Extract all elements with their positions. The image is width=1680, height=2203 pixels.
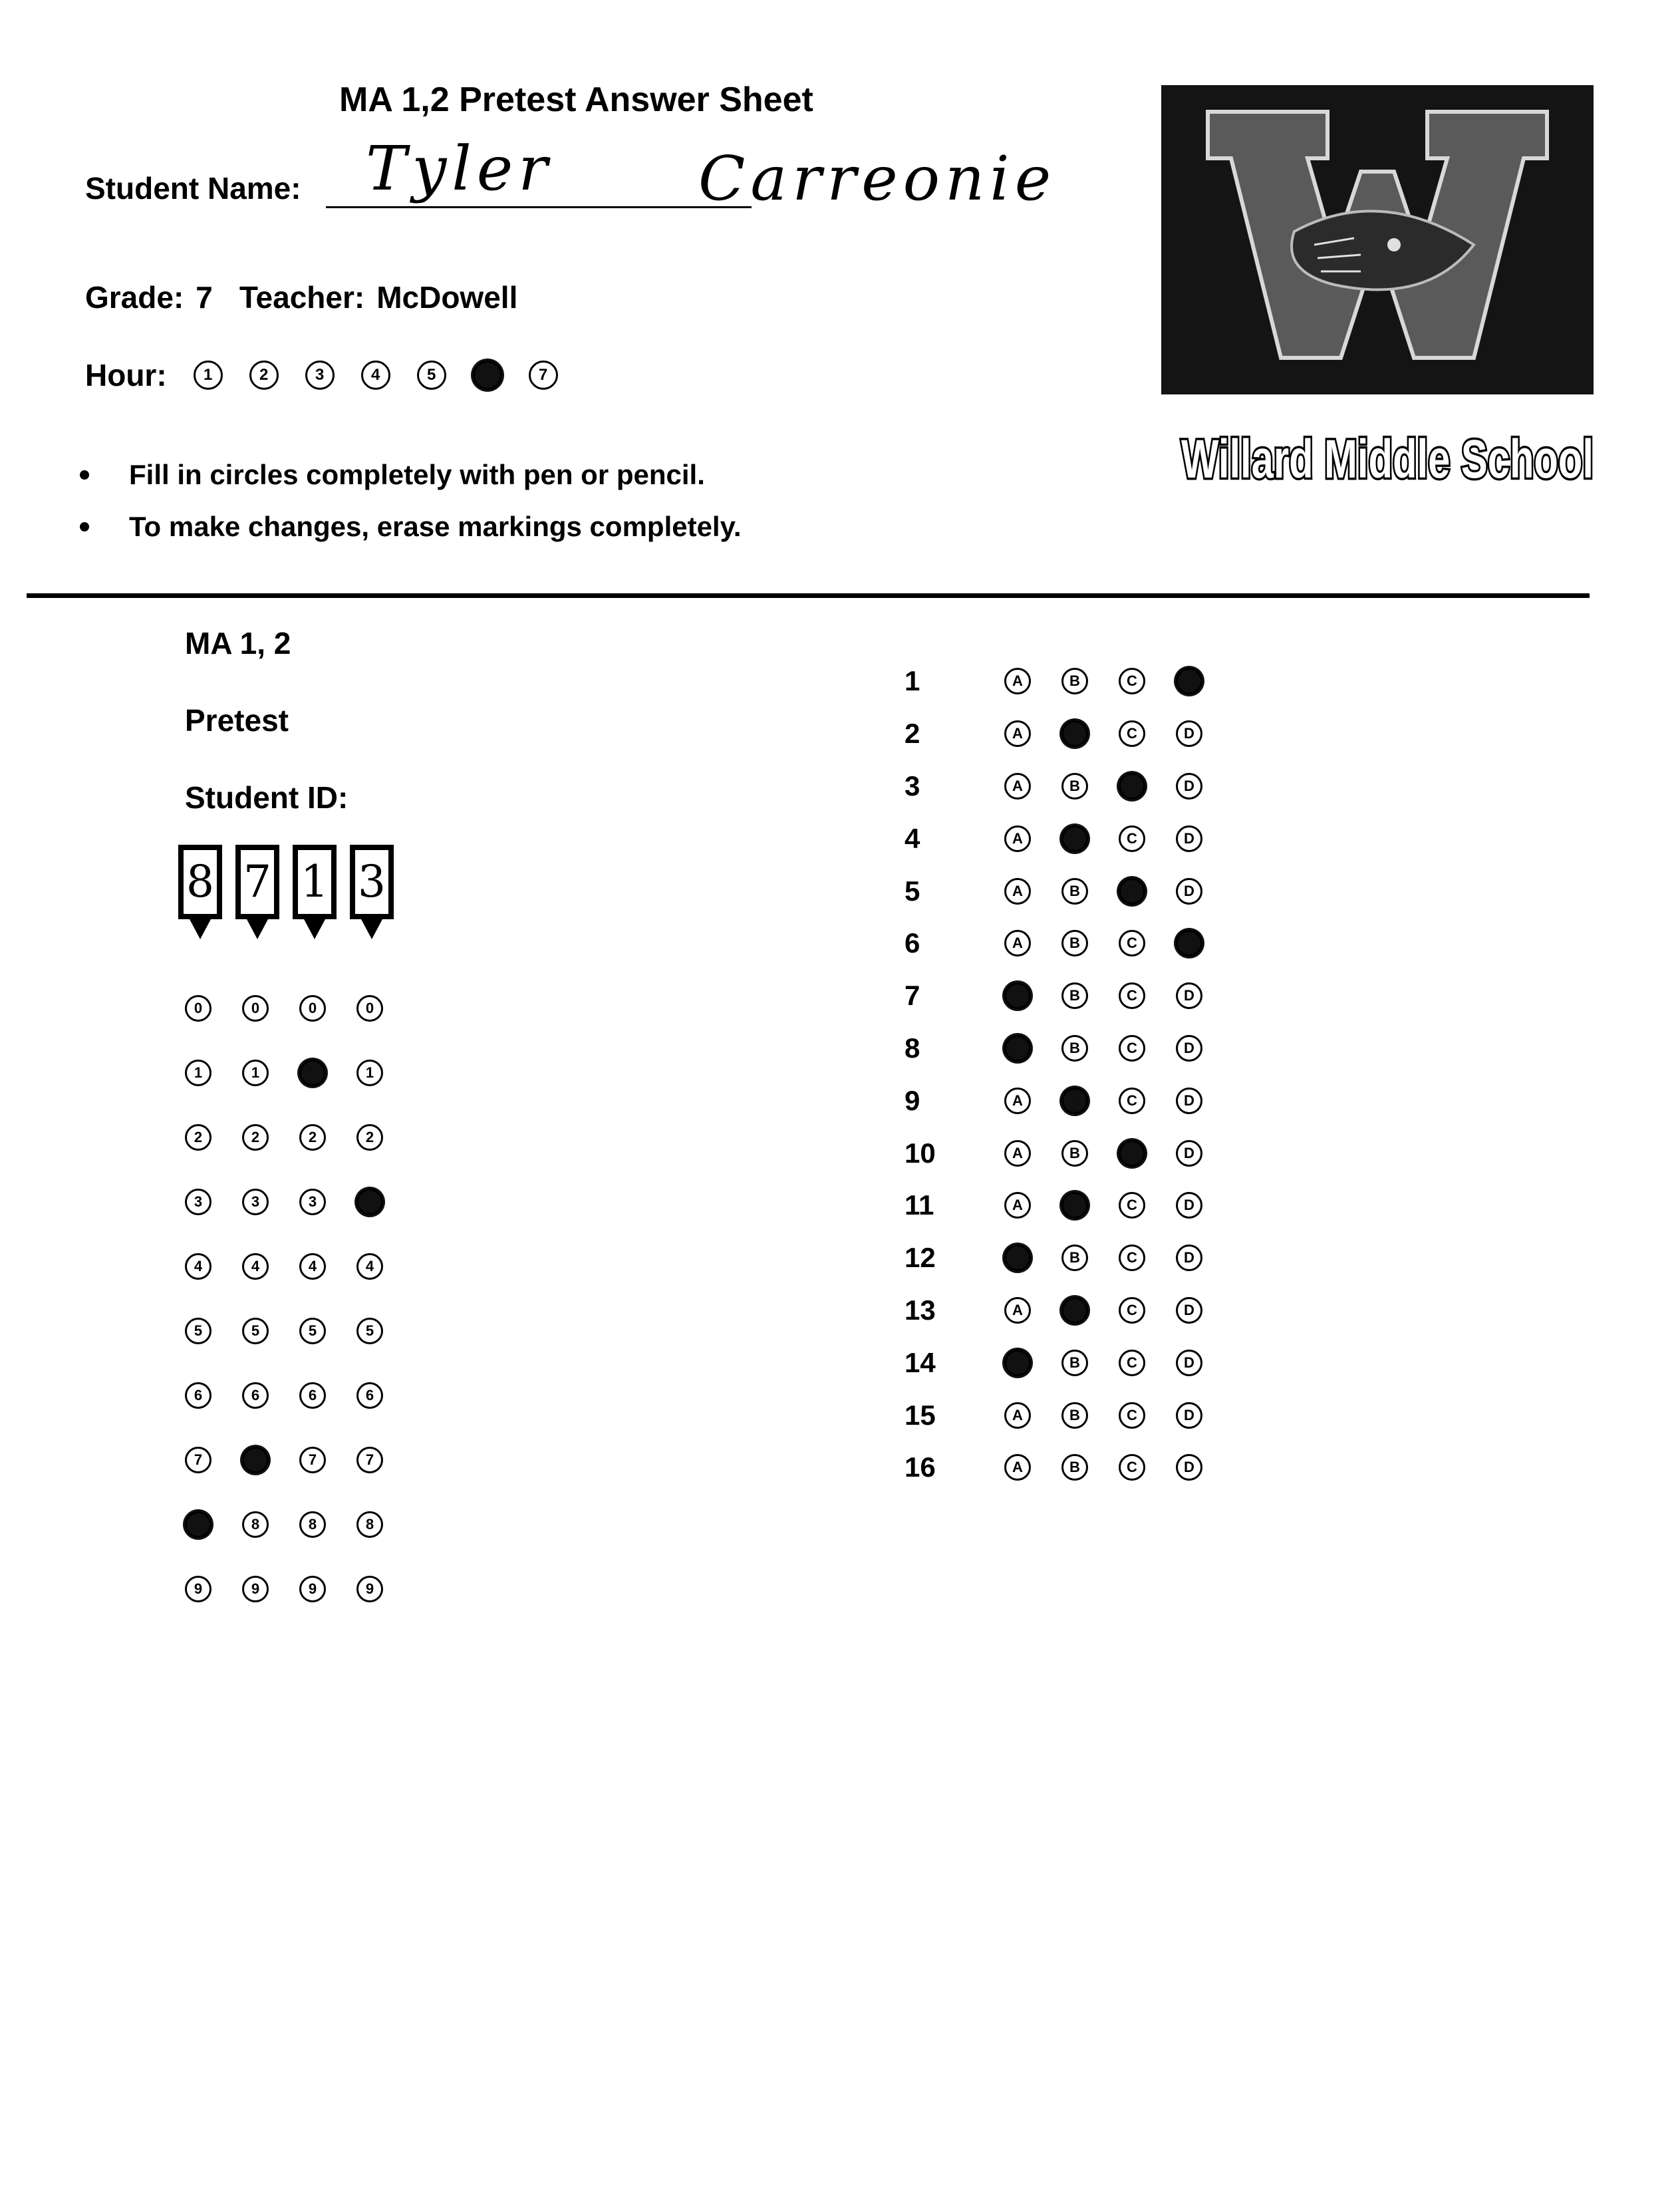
student-id-bubble[interactable]: 5 xyxy=(185,1318,211,1344)
student-id-bubble[interactable]: 8 xyxy=(185,1511,211,1538)
answer-bubble[interactable]: D xyxy=(1176,773,1202,800)
answer-bubble[interactable]: D xyxy=(1176,825,1202,852)
hour-row xyxy=(85,357,585,393)
student-id-bubble-row xyxy=(185,995,414,1060)
answer-grid xyxy=(905,655,1233,1494)
student-id-bubble[interactable]: 0 xyxy=(299,995,326,1022)
student-id-digit: 3 xyxy=(350,845,394,919)
answer-row xyxy=(905,1179,1233,1232)
question-number: 2 xyxy=(905,718,920,750)
student-id-bubble[interactable]: 3 xyxy=(299,1189,326,1215)
answer-bubble[interactable]: A xyxy=(1004,720,1031,747)
answer-bubble[interactable]: C xyxy=(1119,1035,1145,1062)
student-id-bubble[interactable]: 2 xyxy=(299,1124,326,1151)
logo-emblem-letter: W xyxy=(1168,85,1169,86)
answer-row xyxy=(905,970,1233,1022)
down-arrow-icon xyxy=(361,919,382,939)
question-number: 10 xyxy=(905,1137,936,1169)
answer-row xyxy=(905,1389,1233,1441)
hour-bubble[interactable]: 6 xyxy=(473,361,502,390)
student-id-bubble-row xyxy=(185,1318,414,1382)
answer-bubble[interactable]: B xyxy=(1061,825,1088,852)
grade-value: 7 xyxy=(196,280,213,315)
student-id-bubble[interactable]: 7 xyxy=(242,1447,269,1473)
student-id-bubble[interactable]: 5 xyxy=(242,1318,269,1344)
answer-row xyxy=(905,1232,1233,1284)
header-divider xyxy=(27,593,1590,598)
answer-bubble[interactable]: D xyxy=(1176,982,1202,1009)
answer-row xyxy=(905,1441,1233,1494)
student-id-bubble[interactable]: 7 xyxy=(185,1447,211,1473)
answer-bubble[interactable]: B xyxy=(1061,1402,1088,1429)
answer-row xyxy=(905,1127,1233,1179)
answer-bubble[interactable]: B xyxy=(1061,1245,1088,1271)
school-name-logo xyxy=(1175,412,1600,499)
answer-bubble[interactable]: D xyxy=(1176,878,1202,905)
instruction-item xyxy=(80,511,742,543)
answer-bubble[interactable]: C xyxy=(1119,1297,1145,1324)
answer-bubble[interactable]: C xyxy=(1119,825,1145,852)
answer-bubble[interactable]: B xyxy=(1061,1350,1088,1376)
question-number: 4 xyxy=(905,822,920,854)
answer-bubble[interactable]: C xyxy=(1119,1350,1145,1376)
answer-row xyxy=(905,1022,1233,1075)
answer-bubble[interactable]: B xyxy=(1061,1454,1088,1481)
question-number: 8 xyxy=(905,1032,920,1064)
school-logo xyxy=(1161,85,1594,394)
student-id-bubble[interactable]: 1 xyxy=(185,1060,211,1086)
bullet-icon xyxy=(80,522,89,531)
question-number: 14 xyxy=(905,1346,936,1378)
answer-bubble[interactable]: A xyxy=(1004,982,1031,1009)
student-id-bubble-row xyxy=(185,1189,414,1253)
student-id-bubble[interactable]: 6 xyxy=(242,1382,269,1409)
student-name-line xyxy=(326,206,752,208)
answer-bubble[interactable]: D xyxy=(1176,1454,1202,1481)
student-id-bubble-row xyxy=(185,1124,414,1189)
answer-bubble[interactable]: B xyxy=(1061,1192,1088,1219)
student-id-bubble[interactable]: 1 xyxy=(299,1060,326,1086)
w-emblem-icon xyxy=(1161,85,1594,394)
student-id-bubble[interactable]: 4 xyxy=(185,1253,211,1280)
student-id-bubble[interactable]: 6 xyxy=(299,1382,326,1409)
student-id-digit-box[interactable] xyxy=(178,845,222,925)
teacher-label: Teacher: xyxy=(239,280,365,315)
teacher-value: McDowell xyxy=(376,280,518,315)
student-id-bubble[interactable]: 0 xyxy=(356,995,383,1022)
question-number: 7 xyxy=(905,980,920,1012)
answer-bubble[interactable]: A xyxy=(1004,878,1031,905)
answer-bubble[interactable]: A xyxy=(1004,773,1031,800)
answer-bubble[interactable]: A xyxy=(1004,1454,1031,1481)
student-id-bubble[interactable]: 9 xyxy=(242,1576,269,1602)
answer-bubble[interactable]: C xyxy=(1119,982,1145,1009)
student-id-bubble[interactable]: 3 xyxy=(356,1189,383,1215)
student-id-label: Student ID: xyxy=(185,780,349,815)
answer-bubble[interactable]: D xyxy=(1176,1402,1202,1429)
question-number: 6 xyxy=(905,927,920,959)
question-number: 13 xyxy=(905,1294,936,1326)
answer-bubble[interactable]: D xyxy=(1176,1192,1202,1219)
instruction-text: To make changes, erase markings completely. xyxy=(129,511,742,542)
student-id-bubble[interactable]: 3 xyxy=(242,1189,269,1215)
student-id-bubble[interactable]: 4 xyxy=(356,1253,383,1280)
answer-bubble[interactable]: C xyxy=(1119,1140,1145,1167)
hour-bubbles xyxy=(194,361,585,390)
answer-bubble[interactable]: A xyxy=(1004,1297,1031,1324)
student-id-bubble[interactable]: 9 xyxy=(356,1576,383,1602)
answer-bubble[interactable]: A xyxy=(1004,668,1031,694)
answer-bubble[interactable]: A xyxy=(1004,1192,1031,1219)
answer-bubble[interactable]: B xyxy=(1061,982,1088,1009)
answer-bubble[interactable]: B xyxy=(1061,930,1088,956)
student-id-bubble[interactable]: 7 xyxy=(299,1447,326,1473)
answer-bubble[interactable]: D xyxy=(1176,1035,1202,1062)
hour-bubble[interactable]: 1 xyxy=(194,361,223,390)
answer-bubble[interactable]: D xyxy=(1176,1297,1202,1324)
answer-bubble[interactable]: B xyxy=(1061,668,1088,694)
student-id-bubble[interactable]: 5 xyxy=(299,1318,326,1344)
answer-bubble[interactable]: A xyxy=(1004,930,1031,956)
answer-bubble[interactable]: C xyxy=(1119,878,1145,905)
bullet-icon xyxy=(80,470,89,480)
answer-bubble[interactable]: C xyxy=(1119,1245,1145,1271)
instruction-text: Fill in circles completely with pen or pencil. xyxy=(129,459,705,490)
student-id-bubble[interactable]: 0 xyxy=(185,995,211,1022)
answer-bubble[interactable]: D xyxy=(1176,1140,1202,1167)
instruction-item xyxy=(80,459,742,491)
answer-bubble[interactable]: B xyxy=(1061,1088,1088,1114)
student-id-bubble[interactable]: 1 xyxy=(242,1060,269,1086)
student-id-bubble[interactable]: 2 xyxy=(185,1124,211,1151)
answer-row xyxy=(905,917,1233,970)
answer-bubble[interactable]: D xyxy=(1176,1245,1202,1271)
student-id-bubble[interactable]: 5 xyxy=(356,1318,383,1344)
answer-bubble[interactable]: B xyxy=(1061,878,1088,905)
down-arrow-icon xyxy=(190,919,211,939)
answer-row xyxy=(905,655,1233,708)
student-id-bubble[interactable]: 4 xyxy=(242,1253,269,1280)
question-number: 5 xyxy=(905,875,920,907)
student-id-bubble[interactable]: 6 xyxy=(185,1382,211,1409)
answer-row xyxy=(905,1074,1233,1127)
answer-bubble[interactable]: B xyxy=(1061,1297,1088,1324)
question-number: 3 xyxy=(905,770,920,802)
answer-bubble[interactable]: A xyxy=(1004,1402,1031,1429)
answer-row xyxy=(905,1336,1233,1389)
answer-row xyxy=(905,812,1233,865)
hour-bubble[interactable]: 3 xyxy=(305,361,335,390)
hour-label: Hour: xyxy=(85,358,167,392)
answer-bubble[interactable]: A xyxy=(1004,825,1031,852)
answer-bubble[interactable]: B xyxy=(1061,773,1088,800)
student-id-digit: 7 xyxy=(235,845,279,919)
student-id-bubble[interactable]: 7 xyxy=(356,1447,383,1473)
student-id-digit-box[interactable] xyxy=(350,845,394,925)
student-id-bubble-row xyxy=(185,1060,414,1124)
student-id-bubble[interactable]: 9 xyxy=(299,1576,326,1602)
page-title: MA 1,2 Pretest Answer Sheet xyxy=(339,80,813,119)
student-id-bubble-row xyxy=(185,1511,414,1576)
question-number: 15 xyxy=(905,1399,936,1431)
student-id-bubble[interactable]: 8 xyxy=(242,1511,269,1538)
student-id-bubble[interactable]: 9 xyxy=(185,1576,211,1602)
answer-bubble[interactable]: C xyxy=(1119,1454,1145,1481)
answer-bubble[interactable]: B xyxy=(1061,1035,1088,1062)
hour-bubble[interactable]: 5 xyxy=(417,361,446,390)
answer-bubble[interactable]: C xyxy=(1119,668,1145,694)
student-id-bubble[interactable]: 2 xyxy=(356,1124,383,1151)
question-number: 12 xyxy=(905,1242,936,1274)
school-wordmark-icon xyxy=(1175,412,1600,499)
answer-bubble[interactable]: C xyxy=(1119,930,1145,956)
grade-label: Grade: xyxy=(85,280,184,315)
hour-bubble[interactable]: 7 xyxy=(529,361,558,390)
student-id-bubble[interactable]: 8 xyxy=(299,1511,326,1538)
course-label: MA 1, 2 xyxy=(185,626,291,661)
answer-bubble[interactable]: C xyxy=(1119,720,1145,747)
student-id-digit-box[interactable] xyxy=(293,845,337,925)
answer-row xyxy=(905,865,1233,917)
down-arrow-icon xyxy=(247,919,268,939)
answer-bubble[interactable]: D xyxy=(1176,1350,1202,1376)
student-id-bubble[interactable]: 3 xyxy=(185,1189,211,1215)
answer-bubble[interactable]: A xyxy=(1004,1245,1031,1271)
grade-teacher-row xyxy=(85,279,529,315)
hour-bubble[interactable]: 4 xyxy=(361,361,390,390)
student-id-bubble-row xyxy=(185,1382,414,1447)
student-id-bubble-row xyxy=(185,1253,414,1318)
question-number: 9 xyxy=(905,1084,920,1116)
student-id-digit-box[interactable] xyxy=(235,845,279,925)
instructions-list xyxy=(80,459,742,563)
answer-bubble[interactable]: D xyxy=(1176,668,1202,694)
question-number: 16 xyxy=(905,1451,936,1483)
answer-bubble[interactable]: C xyxy=(1119,1402,1145,1429)
student-id-bubble[interactable]: 0 xyxy=(242,995,269,1022)
answer-bubble[interactable]: D xyxy=(1176,1088,1202,1114)
answer-bubble[interactable]: B xyxy=(1061,720,1088,747)
answer-bubble[interactable]: B xyxy=(1061,1140,1088,1167)
school-name-text: Willard Middle School xyxy=(1181,429,1594,490)
student-name-first-handwritten[interactable]: Tyler xyxy=(366,133,553,204)
student-id-digit: 1 xyxy=(293,845,337,919)
answer-bubble[interactable]: D xyxy=(1176,930,1202,956)
answer-bubble[interactable]: A xyxy=(1004,1035,1031,1062)
answer-row xyxy=(905,708,1233,760)
answer-bubble[interactable]: A xyxy=(1004,1350,1031,1376)
student-id-bubble[interactable]: 4 xyxy=(299,1253,326,1280)
answer-bubble[interactable]: C xyxy=(1119,773,1145,800)
student-id-bubble[interactable]: 8 xyxy=(356,1511,383,1538)
answer-row xyxy=(905,1284,1233,1337)
student-name-label: Student Name: xyxy=(85,171,301,206)
student-id-bubble-row xyxy=(185,1447,414,1511)
hour-bubble[interactable]: 2 xyxy=(249,361,279,390)
student-id-bubble-grid xyxy=(185,995,414,1640)
down-arrow-icon xyxy=(304,919,325,939)
question-number: 11 xyxy=(905,1189,934,1221)
student-id-write-boxes xyxy=(178,845,407,925)
answer-row xyxy=(905,760,1233,813)
student-name-last-handwritten[interactable]: Carreonie xyxy=(698,143,1057,214)
student-id-bubble[interactable]: 2 xyxy=(242,1124,269,1151)
question-number: 1 xyxy=(905,665,920,697)
answer-bubble[interactable]: A xyxy=(1004,1088,1031,1114)
student-id-bubble[interactable]: 6 xyxy=(356,1382,383,1409)
student-id-bubble-row xyxy=(185,1576,414,1640)
answer-bubble[interactable]: C xyxy=(1119,1088,1145,1114)
answer-bubble[interactable]: C xyxy=(1119,1192,1145,1219)
test-type-label: Pretest xyxy=(185,703,289,738)
answer-bubble[interactable]: A xyxy=(1004,1140,1031,1167)
student-id-bubble[interactable]: 1 xyxy=(356,1060,383,1086)
answer-bubble[interactable]: D xyxy=(1176,720,1202,747)
student-id-digit: 8 xyxy=(178,845,222,919)
